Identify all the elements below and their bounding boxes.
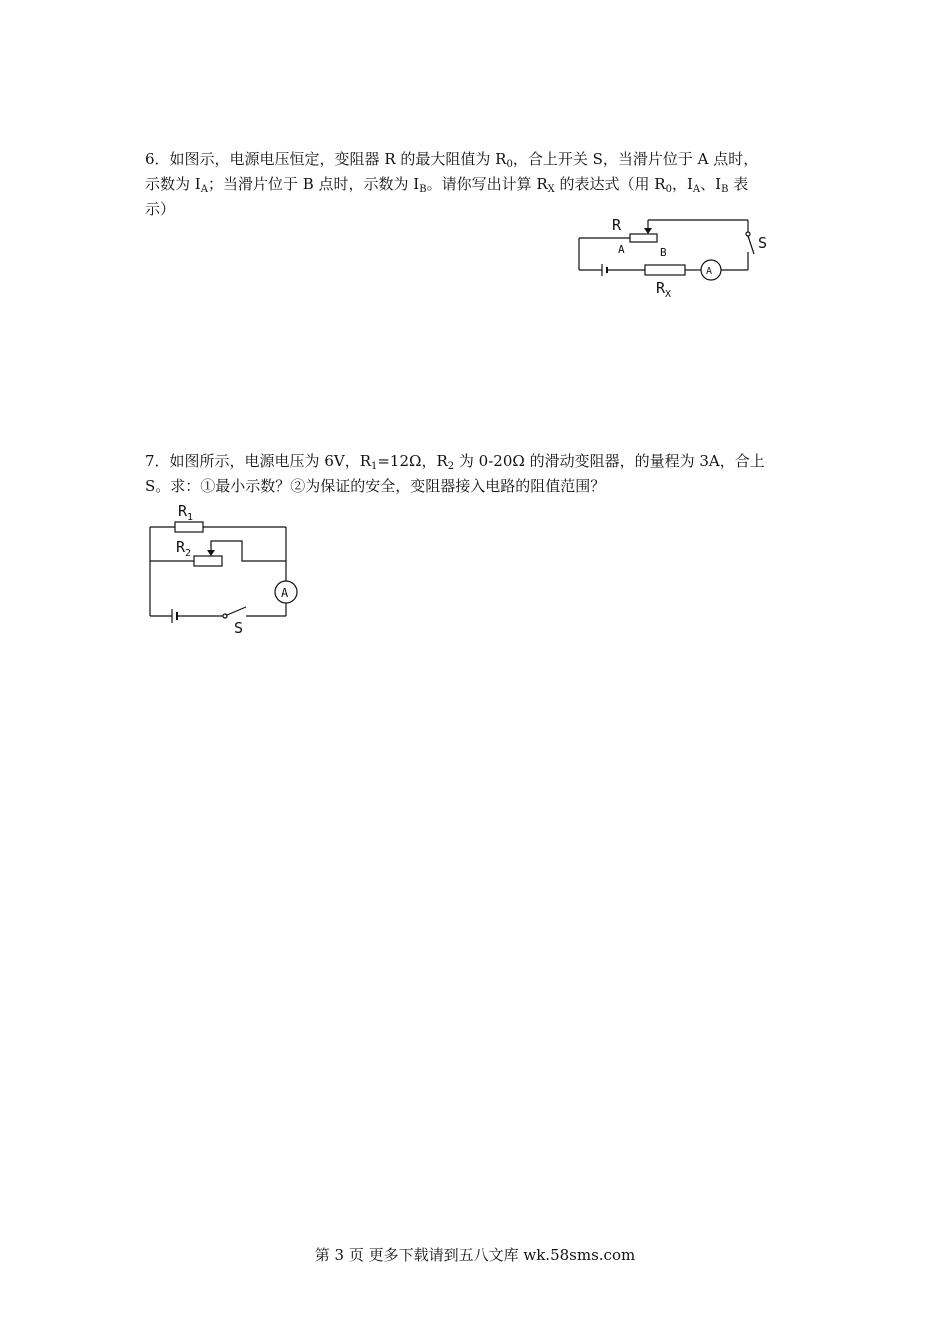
- switch-contact-icon: [223, 614, 227, 618]
- question-6-line-3: 示）: [145, 200, 176, 218]
- resistor-r1: [175, 522, 203, 532]
- question-6-line-1: 6．如图示，电源电压恒定，变阻器 R 的最大阻值为 $R_0$，合上开关 S，当滑片位于 A 点时，: [145, 150, 759, 170]
- question-6-line-2: 示数为 $I_A$；当滑片位于 B 点时，示数为 $I_B$。请你写出计算 $R_X$ 的表达式（用 $R_0$，$I_A$、$I_B$ 表: [145, 175, 749, 195]
- label-rx: $R_X$: [656, 279, 672, 300]
- slider-arrow-icon: [207, 550, 215, 556]
- rheostat-r: [630, 234, 657, 242]
- circuit-diagram-q6: [570, 210, 780, 305]
- switch-blade: [227, 607, 246, 615]
- switch-blade: [748, 236, 754, 254]
- label-r1: $R_1$: [178, 502, 194, 523]
- resistor-rx: [645, 265, 685, 275]
- ammeter-letter: A: [706, 266, 713, 277]
- label-s: S: [758, 234, 768, 252]
- label-b: B: [660, 246, 667, 259]
- question-7: [145, 449, 810, 499]
- switch-contact-icon: [746, 232, 750, 236]
- question-7-line-2: S。求：①最小示数？②为保证的安全，变阻器接入电路的阻值范围？: [145, 477, 606, 495]
- label-a: A: [618, 243, 625, 256]
- circuit-diagram-q7: [145, 497, 305, 637]
- label-s: S: [234, 619, 244, 637]
- slider-arrow-icon: [644, 228, 652, 234]
- rheostat-r2: [194, 556, 222, 566]
- page-footer: 第 3 页 更多下载请到五八文库 wk.58sms.com: [314, 1246, 636, 1264]
- label-r: R: [612, 216, 622, 234]
- question-7-line-1: 7．如图所示，电源电压为 6V，$R_1=12\Omega$，$R_2$ 为 0-20Ω 的滑动变阻器，的量程为 3A，合上: [145, 452, 765, 472]
- ammeter-letter: A: [281, 586, 289, 600]
- label-r2: $R_2$: [176, 538, 192, 559]
